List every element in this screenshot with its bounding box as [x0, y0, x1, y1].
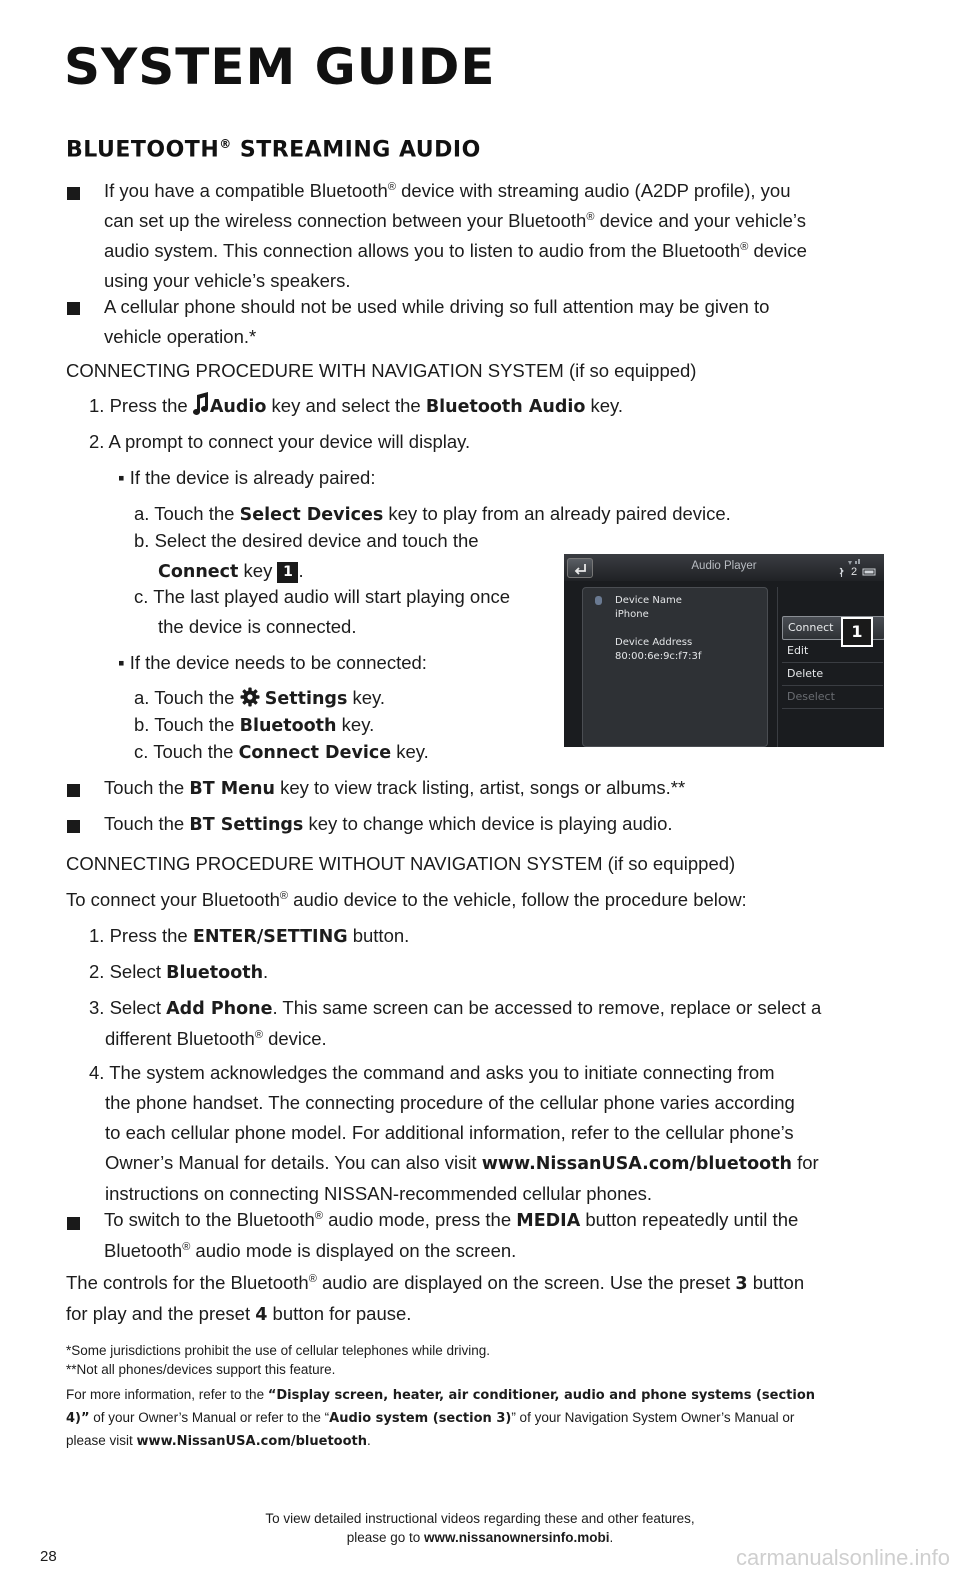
nav-paired-a: a. Touch the Select Devices key to play from an already paired device. [134, 503, 731, 525]
text-line: using your vehicle’s speakers. [104, 270, 351, 291]
text-line: A cellular phone should not be used while driving so full attention may be given to [104, 296, 770, 317]
nav-paired-b [134, 526, 479, 587]
section-heading-text: BLUETOOTH [66, 137, 220, 163]
device-address-value: 80:00:6e:9c:f7:3f [615, 651, 702, 662]
bullet-square-icon [67, 784, 80, 797]
watermark: carmanualsonline.info [735, 1545, 950, 1570]
text-line: Bluetooth® audio mode is displayed on the screen. [104, 1240, 517, 1261]
text-line: 4)” of your Owner’s Manual or refer to the “Audio system (section 3)” of your Navigation System Owner’s Manual or [66, 1410, 795, 1426]
bluetooth-link[interactable]: www.NissanUSA.com/bluetooth [136, 1434, 367, 1449]
delete-button[interactable]: Delete [782, 663, 883, 686]
status-icons [838, 558, 878, 578]
nonav-controls [66, 1268, 804, 1330]
intro-bullet-1 [104, 176, 807, 296]
nav-needs-a: a. Touch the Settings key. [134, 683, 385, 716]
text-line: The controls for the Bluetooth® audio are displayed on the screen. Use the preset 3 button [66, 1272, 805, 1294]
device-info-panel [582, 587, 768, 747]
nonav-intro: To connect your Bluetooth® audio device to the vehicle, follow the procedure below: [66, 889, 747, 910]
nav-needs-c: c. Touch the Connect Device key. [134, 741, 429, 763]
nav-step-2: 2. A prompt to connect your device will display. [89, 431, 471, 452]
text-line: the device is connected. [158, 616, 357, 637]
page-number: 28 [40, 1548, 57, 1565]
nav-needs-heading: ▪ If the device needs to be connected: [118, 652, 427, 673]
page-title: SYSTEM GUIDE [64, 38, 496, 96]
nonav-step-4 [89, 1058, 819, 1209]
footer-line-1: To view detailed instructional videos regarding these and other features, [265, 1511, 695, 1526]
device-name-value: iPhone [615, 609, 649, 620]
text-line: Owner’s Manual for details. You can also visit www.NissanUSA.com/bluetooth for [105, 1152, 819, 1174]
menu-divider [777, 587, 778, 747]
nonav-heading: CONNECTING PROCEDURE WITHOUT NAVIGATION SYSTEM (if so equipped) [66, 853, 736, 874]
nav-bt-menu-bullet: Touch the BT Menu key to view track listing, artist, songs or albums.** [104, 777, 686, 799]
bullet-square-icon [67, 820, 80, 833]
footer-line-2: please go to www.nissanownersinfo.mobi. [346, 1530, 614, 1545]
text-line: instructions on connecting NISSAN-recommended cellular phones. [105, 1183, 653, 1204]
text-line: To switch to the Bluetooth® audio mode, press the MEDIA button repeatedly until the [104, 1209, 799, 1231]
text-line: vehicle operation.* [104, 326, 257, 347]
device-address-label: Device Address [615, 637, 693, 648]
text-line: If you have a compatible Bluetooth® device with streaming audio (A2DP profile), you [104, 180, 791, 201]
text-line: for play and the preset 4 button for pause. [66, 1303, 412, 1325]
nonav-step-3 [89, 993, 821, 1054]
signal-battery-icon [838, 558, 878, 578]
section-heading-suffix: STREAMING AUDIO [231, 137, 481, 163]
status-count: 2 [851, 566, 858, 578]
nav-paired-heading: ▪ If the device is already paired: [118, 467, 376, 488]
nonav-step-1: 1. Press the ENTER/SETTING button. [89, 925, 410, 947]
audio-player-screenshot [564, 554, 884, 747]
footnote-3 [66, 1384, 815, 1453]
text-line: different Bluetooth® device. [105, 1028, 327, 1049]
text-line: can set up the wireless connection between your Bluetooth® device and your vehicle’s [104, 210, 806, 231]
deselect-button[interactable]: Deselect [782, 686, 883, 709]
text-line: 4. The system acknowledges the command and asks you to initiate connecting from [89, 1062, 775, 1083]
text-line: c. The last played audio will start playing once [134, 586, 511, 607]
bullet-square-icon [67, 1217, 80, 1230]
footnote-2: **Not all phones/devices support this feature. [66, 1362, 336, 1377]
text-line: please visit www.NissanUSA.com/bluetooth. [66, 1433, 371, 1449]
text-line: b. Select the desired device and touch the [134, 530, 479, 551]
text-line: audio system. This connection allows you to listen to audio from the Bluetooth® device [104, 240, 807, 261]
screen-title: Audio Player [691, 560, 757, 572]
device-name-label: Device Name [615, 595, 682, 606]
text-line: 3. Select Add Phone. This same screen can be accessed to remove, replace or select a [89, 997, 822, 1019]
callout-badge: 1 [841, 617, 873, 647]
bluetooth-link[interactable]: www.NissanUSA.com/bluetooth [481, 1154, 792, 1174]
connect-button[interactable]: Connect [782, 616, 884, 640]
owners-info-link[interactable]: www.nissanownersinfo.mobi [424, 1530, 610, 1545]
nav-bt-settings-bullet: Touch the BT Settings key to change which device is playing audio. [104, 813, 673, 835]
bullet-square-icon [67, 187, 80, 200]
text-line: For more information, refer to the “Display screen, heater, air conditioner, audio and phone systems (section [66, 1387, 816, 1403]
nav-step-1: 1. Press the Audio key and select the Bluetooth Audio key. [89, 391, 623, 424]
text-line: Connect key 1 . [158, 560, 304, 582]
text-line: to each cellular phone model. For additional information, refer to the cellular phone’s [105, 1122, 794, 1143]
bluetooth-icon [595, 596, 602, 605]
nonav-media-bullet [104, 1205, 798, 1266]
callout-badge: 1 [277, 562, 298, 583]
screen-header [564, 554, 884, 581]
nav-heading: CONNECTING PROCEDURE WITH NAVIGATION SYSTEM (if so equipped) [66, 360, 697, 381]
nav-paired-c [134, 582, 510, 642]
text-line: the phone handset. The connecting procedure of the cellular phone varies according [105, 1092, 795, 1113]
music-note-icon [193, 391, 210, 424]
section-heading [66, 137, 481, 162]
intro-bullet-2 [104, 292, 769, 352]
nonav-step-2: 2. Select Bluetooth. [89, 961, 269, 983]
footnote-1: *Some jurisdictions prohibit the use of cellular telephones while driving. [66, 1343, 490, 1358]
registered-mark: ® [219, 137, 232, 151]
edit-button[interactable]: Edit [782, 640, 883, 663]
bullet-square-icon [67, 302, 80, 315]
nav-needs-b: b. Touch the Bluetooth key. [134, 714, 375, 736]
